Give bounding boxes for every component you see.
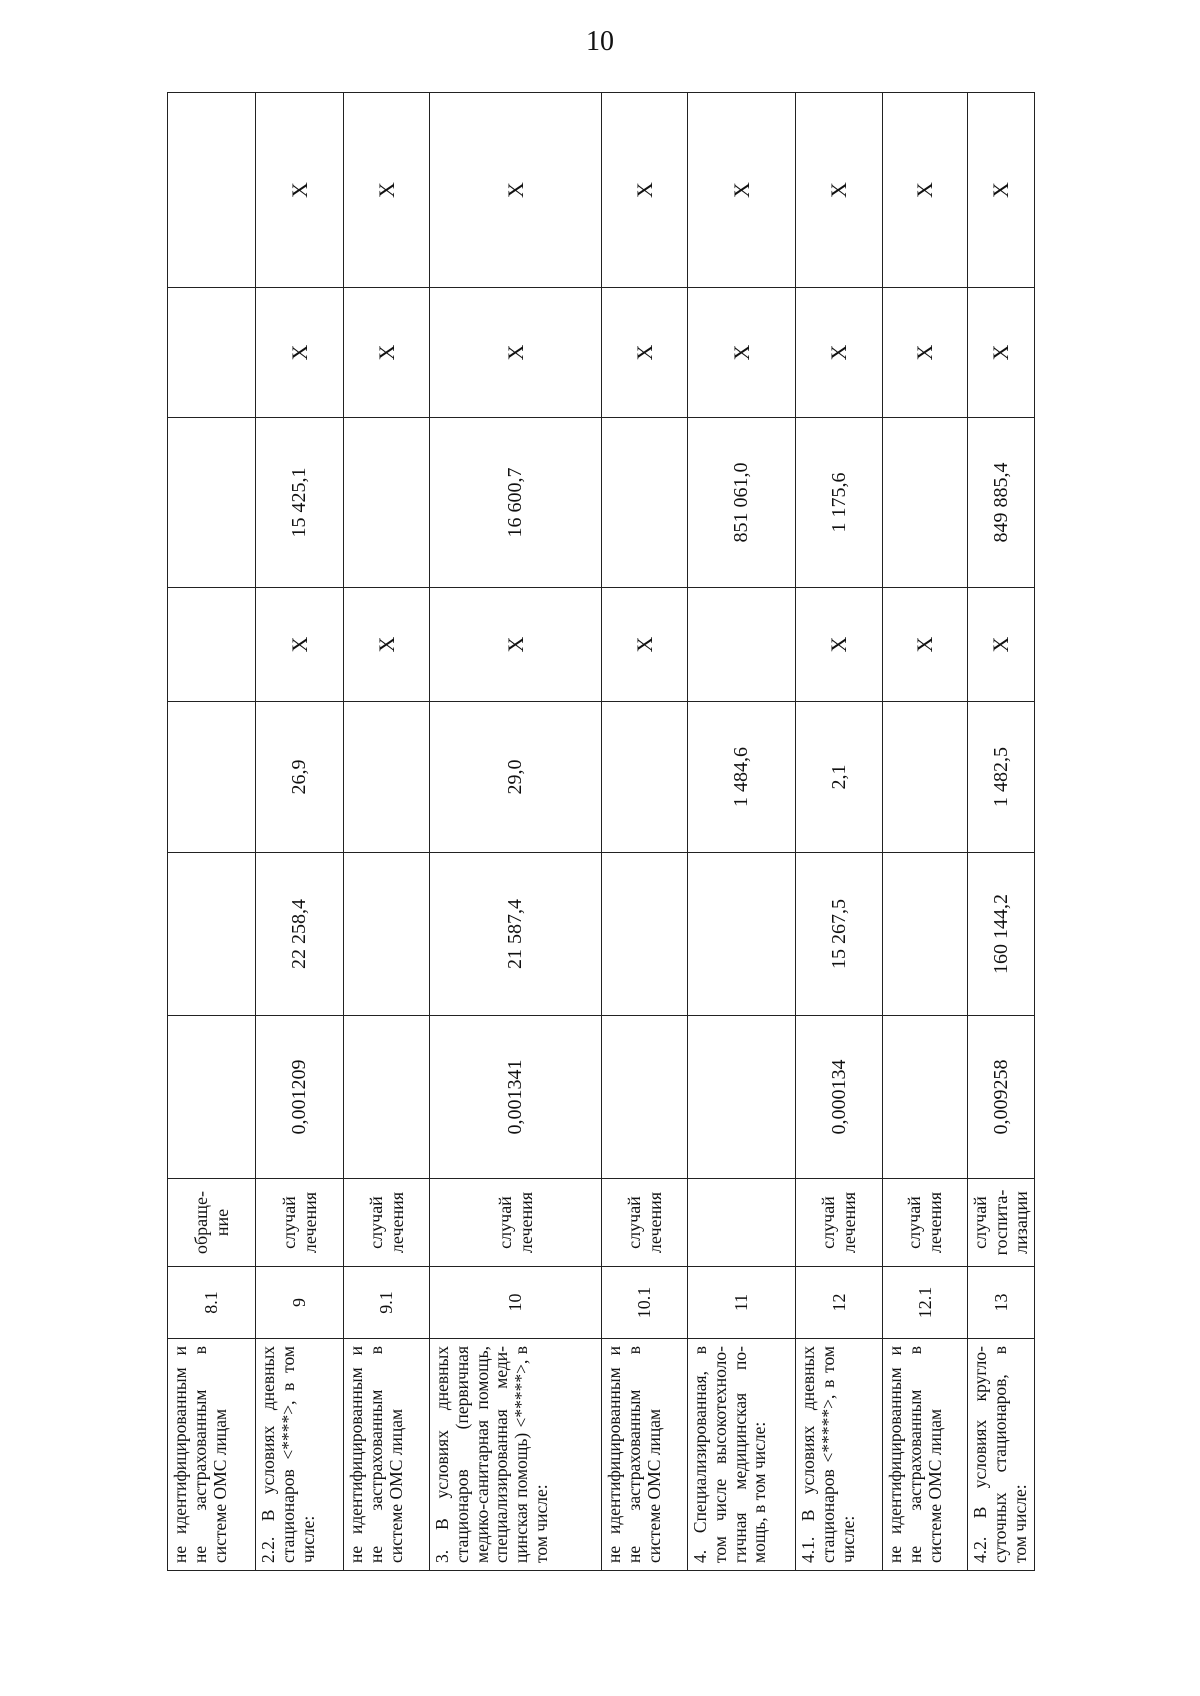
- row-unit: случай лечения: [430, 1179, 602, 1267]
- row-unit: случай лечения: [602, 1179, 688, 1267]
- row-label: не идентифицированным и не застрахованным в системе ОМС лицам: [883, 1339, 968, 1571]
- row-x3: X: [430, 93, 602, 288]
- row-label: 4.2. В условиях кругло-суточных стационаров, в том числе:: [968, 1339, 1035, 1571]
- row-sum2: 16 600,7: [430, 418, 602, 588]
- row-unit: случай лечения: [883, 1179, 968, 1267]
- row-x2: X: [688, 288, 796, 418]
- row-x3: X: [602, 93, 688, 288]
- row-sum1: [168, 702, 256, 853]
- row-norm: [883, 1016, 968, 1179]
- row-x2: X: [883, 288, 968, 418]
- row-unit: случай лечения: [256, 1179, 344, 1267]
- row-x2: X: [968, 288, 1035, 418]
- row-sum1: 1 482,5: [968, 702, 1035, 853]
- row-norm: [602, 1016, 688, 1179]
- row-code: 8.1: [168, 1267, 256, 1339]
- table-row: [883, 93, 968, 1571]
- row-x3: X: [688, 93, 796, 288]
- row-cost: 160 144,2: [968, 853, 1035, 1016]
- row-x2: X: [796, 288, 883, 418]
- table-row: [168, 93, 256, 1571]
- row-x1: X: [256, 588, 344, 702]
- row-sum1: 26,9: [256, 702, 344, 853]
- row-sum1: 2,1: [796, 702, 883, 853]
- row-code: 12: [796, 1267, 883, 1339]
- row-code: 10.1: [602, 1267, 688, 1339]
- row-label: не идентифицированным и не застрахованным в системе ОМС лицам: [602, 1339, 688, 1571]
- row-x2: X: [344, 288, 430, 418]
- row-cost: [602, 853, 688, 1016]
- row-sum1: [344, 702, 430, 853]
- table-row: [430, 93, 602, 1571]
- row-code: 13: [968, 1267, 1035, 1339]
- row-label: 4. Специализированная, в том числе высокотехноло-гичная медицинская по-мощь, в том числе:: [688, 1339, 796, 1571]
- row-sum2: 851 061,0: [688, 418, 796, 588]
- row-sum2: [883, 418, 968, 588]
- row-code: 10: [430, 1267, 602, 1339]
- table-row: [968, 93, 1035, 1571]
- row-cost: 15 267,5: [796, 853, 883, 1016]
- row-norm: [688, 1016, 796, 1179]
- row-norm: [168, 1016, 256, 1179]
- row-sum1: 29,0: [430, 702, 602, 853]
- row-label: не идентифицированным и не застрахованным в системе ОМС лицам: [168, 1339, 256, 1571]
- row-sum2: 1 175,6: [796, 418, 883, 588]
- row-x1: X: [430, 588, 602, 702]
- row-norm: 0,000134: [796, 1016, 883, 1179]
- row-x1: X: [796, 588, 883, 702]
- row-sum2: [602, 418, 688, 588]
- row-code: 9: [256, 1267, 344, 1339]
- row-norm: 0,001209: [256, 1016, 344, 1179]
- row-x2: X: [430, 288, 602, 418]
- row-cost: [883, 853, 968, 1016]
- row-sum2: 849 885,4: [968, 418, 1035, 588]
- row-x3: X: [796, 93, 883, 288]
- row-sum1: [602, 702, 688, 853]
- row-unit: случай лечения: [344, 1179, 430, 1267]
- row-unit: обраще-ние: [168, 1179, 256, 1267]
- row-x1: X: [344, 588, 430, 702]
- row-sum2: 15 425,1: [256, 418, 344, 588]
- row-label: 3. В условиях дневных стационаров (первичная медико-санитарная помощь, специализированная меди-цинская помощь) <*****>, в том числе:: [430, 1339, 602, 1571]
- row-norm: 0,009258: [968, 1016, 1035, 1179]
- row-x1: X: [883, 588, 968, 702]
- table-row: [688, 93, 796, 1571]
- row-unit: [688, 1179, 796, 1267]
- row-code: 9.1: [344, 1267, 430, 1339]
- row-norm: 0,001341: [430, 1016, 602, 1179]
- row-x3: X: [883, 93, 968, 288]
- table-row: [256, 93, 344, 1571]
- row-cost: [344, 853, 430, 1016]
- row-x3: X: [968, 93, 1035, 288]
- row-cost: 21 587,4: [430, 853, 602, 1016]
- row-norm: [344, 1016, 430, 1179]
- row-x3: X: [256, 93, 344, 288]
- rotated-table-wrapper: [167, 93, 1032, 1571]
- row-x2: X: [256, 288, 344, 418]
- table-row: [344, 93, 430, 1571]
- row-label: 4.1. В условиях дневных стационаров <*****>, в том числе:: [796, 1339, 883, 1571]
- row-x2: X: [602, 288, 688, 418]
- row-x1: X: [968, 588, 1035, 702]
- row-x2: [168, 288, 256, 418]
- row-sum2: [344, 418, 430, 588]
- row-unit: случай госпита-лизации: [968, 1179, 1035, 1267]
- row-x3: X: [344, 93, 430, 288]
- table-row: [602, 93, 688, 1571]
- row-sum1: [883, 702, 968, 853]
- page-number: 10: [586, 26, 614, 57]
- row-unit: случай лечения: [796, 1179, 883, 1267]
- row-x1: [688, 588, 796, 702]
- row-cost: 22 258,4: [256, 853, 344, 1016]
- row-x1: X: [602, 588, 688, 702]
- row-sum2: [168, 418, 256, 588]
- row-label: 2.2. В условиях дневных стационаров <****>, в том числе:: [256, 1339, 344, 1571]
- row-cost: [168, 853, 256, 1016]
- row-code: 11: [688, 1267, 796, 1339]
- row-sum1: 1 484,6: [688, 702, 796, 853]
- row-x3: [168, 93, 256, 288]
- table-row: [796, 93, 883, 1571]
- row-x1: [168, 588, 256, 702]
- financing-table: [167, 92, 1035, 1571]
- row-code: 12.1: [883, 1267, 968, 1339]
- row-cost: [688, 853, 796, 1016]
- row-label: не идентифицированным и не застрахованным в системе ОМС лицам: [344, 1339, 430, 1571]
